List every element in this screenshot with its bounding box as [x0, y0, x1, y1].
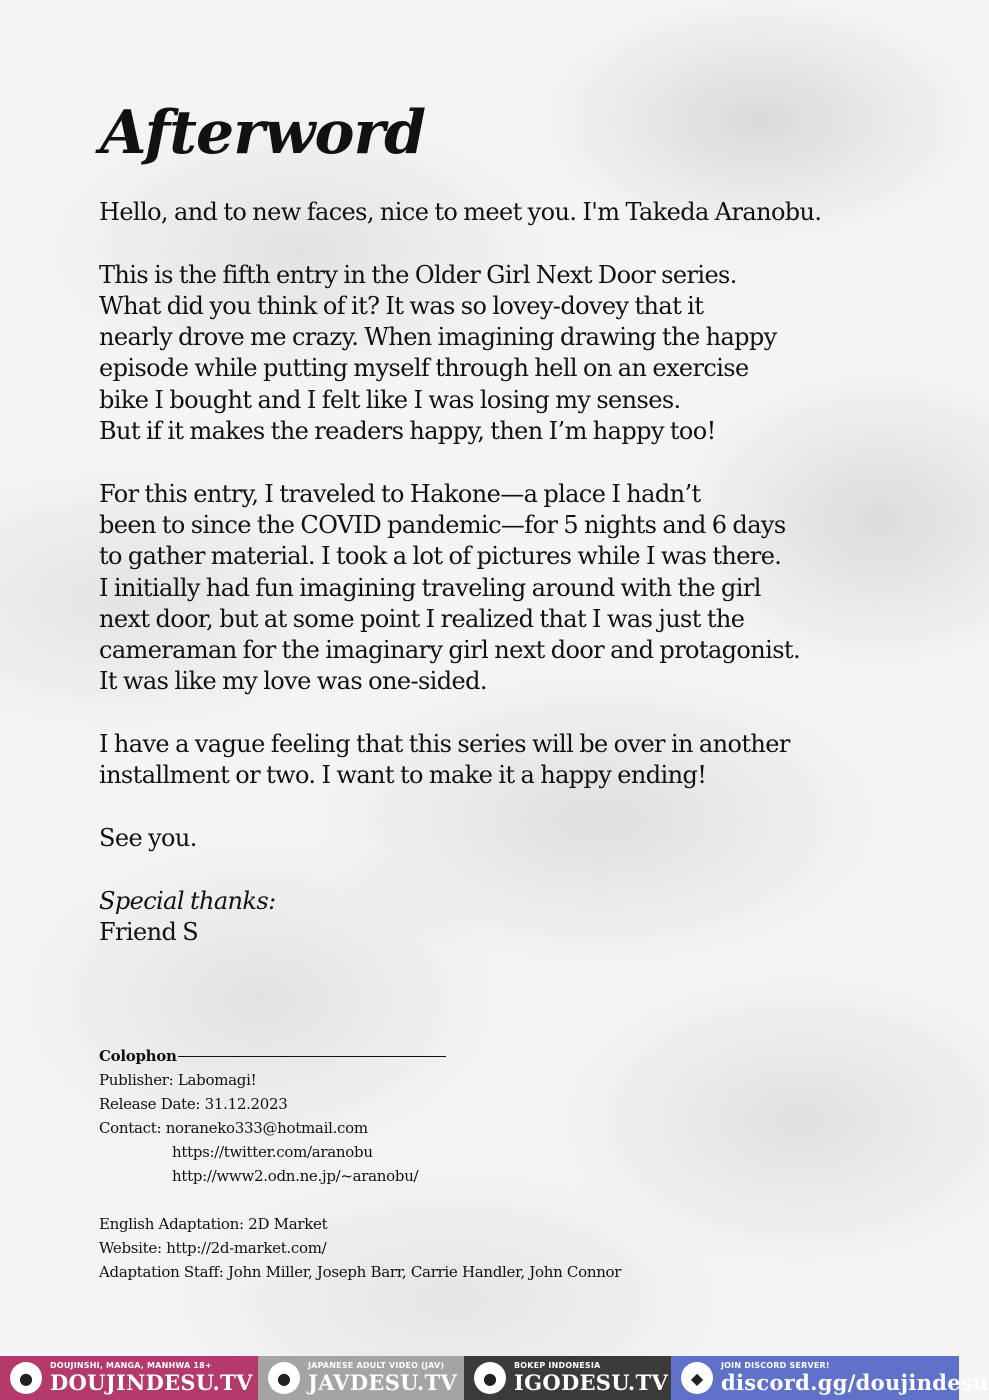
banner-igodesu-tagline: BOKEP INDONESIA: [514, 1361, 601, 1370]
banner-doujindesu[interactable]: [0, 1356, 258, 1400]
colophon-heading-row: [99, 1044, 739, 1068]
colophon-rule: [178, 1056, 446, 1057]
colophon-adaptation: English Adaptation: 2D Market: [99, 1215, 328, 1233]
panda-icon: ●: [10, 1362, 42, 1394]
discord-icon: ◆: [681, 1362, 713, 1394]
special-thanks: [99, 886, 919, 949]
colophon-heading: Colophon: [99, 1047, 177, 1065]
paragraph-hakone: For this entry, I traveled to Hakone—a place I hadn’t been to since the COVID pandemic—for 5 nights and 6 days to gather material. I took a lot of pictures while I was there. I initially had fun imagining traveling around with the girl next door, but at some point I realized that I was just the cameraman for the imaginary girl next door and protagonist. It was like my love was one-sided.: [99, 479, 800, 696]
colophon-publisher: Publisher: Labomagi!: [99, 1071, 257, 1089]
paragraph-greeting: Hello, and to new faces, nice to meet you. I'm Takeda Aranobu.: [99, 198, 822, 226]
banner-discord[interactable]: [671, 1356, 989, 1400]
colophon-spacer: [99, 1188, 739, 1212]
watermark-banner: [0, 1356, 989, 1400]
panda-icon: ●: [474, 1362, 506, 1394]
banner-doujindesu-tagline: DOUJINSHI, MANGA, MANHWA 18+: [50, 1361, 212, 1370]
banner-javdesu-label: JAVDESU.TV: [308, 1370, 457, 1395]
afterword-body: [99, 197, 919, 948]
special-thanks-label: Special thanks:: [99, 886, 276, 915]
colophon-release-date: Release Date: 31.12.2023: [99, 1095, 288, 1113]
banner-igodesu[interactable]: [464, 1356, 671, 1400]
colophon-twitter-link[interactable]: https://twitter.com/aranobu: [172, 1143, 373, 1161]
paragraph-ending: I have a vague feeling that this series will be over in another installment or two. I want to make it a happy ending!: [99, 730, 790, 790]
panda-icon: ●: [268, 1362, 300, 1394]
page-title: Afterword: [100, 98, 426, 168]
paragraph-farewell: See you.: [99, 823, 197, 852]
banner-igodesu-label: IGODESU.TV: [514, 1370, 669, 1395]
paragraph-series: This is the fifth entry in the Older Girl Next Door series. What did you think of it? It was so lovey-dovey that it nearly drove me crazy. When imagining drawing the happy episode while putting myself through hell on an exercise bike I bought and I felt like I was losing my senses. But if it makes the readers happy, then I’m happy too!: [99, 260, 777, 446]
colophon-personal-site-link[interactable]: http://www2.odn.ne.jp/~aranobu/: [172, 1167, 419, 1185]
colophon-staff: Adaptation Staff: John Miller, Joseph Barr, Carrie Handler, John Connor: [99, 1263, 622, 1281]
colophon-contact: Contact: noraneko333@hotmail.com: [99, 1119, 368, 1137]
special-thanks-name: Friend S: [99, 917, 199, 946]
banner-doujindesu-label: DOUJINDESU.TV: [50, 1370, 253, 1395]
banner-discord-tagline: JOIN DISCORD SERVER!: [721, 1361, 830, 1370]
colophon: [99, 1044, 739, 1284]
banner-discord-label: discord.gg/doujindesu: [721, 1370, 989, 1395]
banner-javdesu[interactable]: [258, 1356, 464, 1400]
colophon-website[interactable]: Website: http://2d-market.com/: [99, 1239, 327, 1257]
banner-javdesu-tagline: JAPANESE ADULT VIDEO (JAV): [308, 1361, 445, 1370]
